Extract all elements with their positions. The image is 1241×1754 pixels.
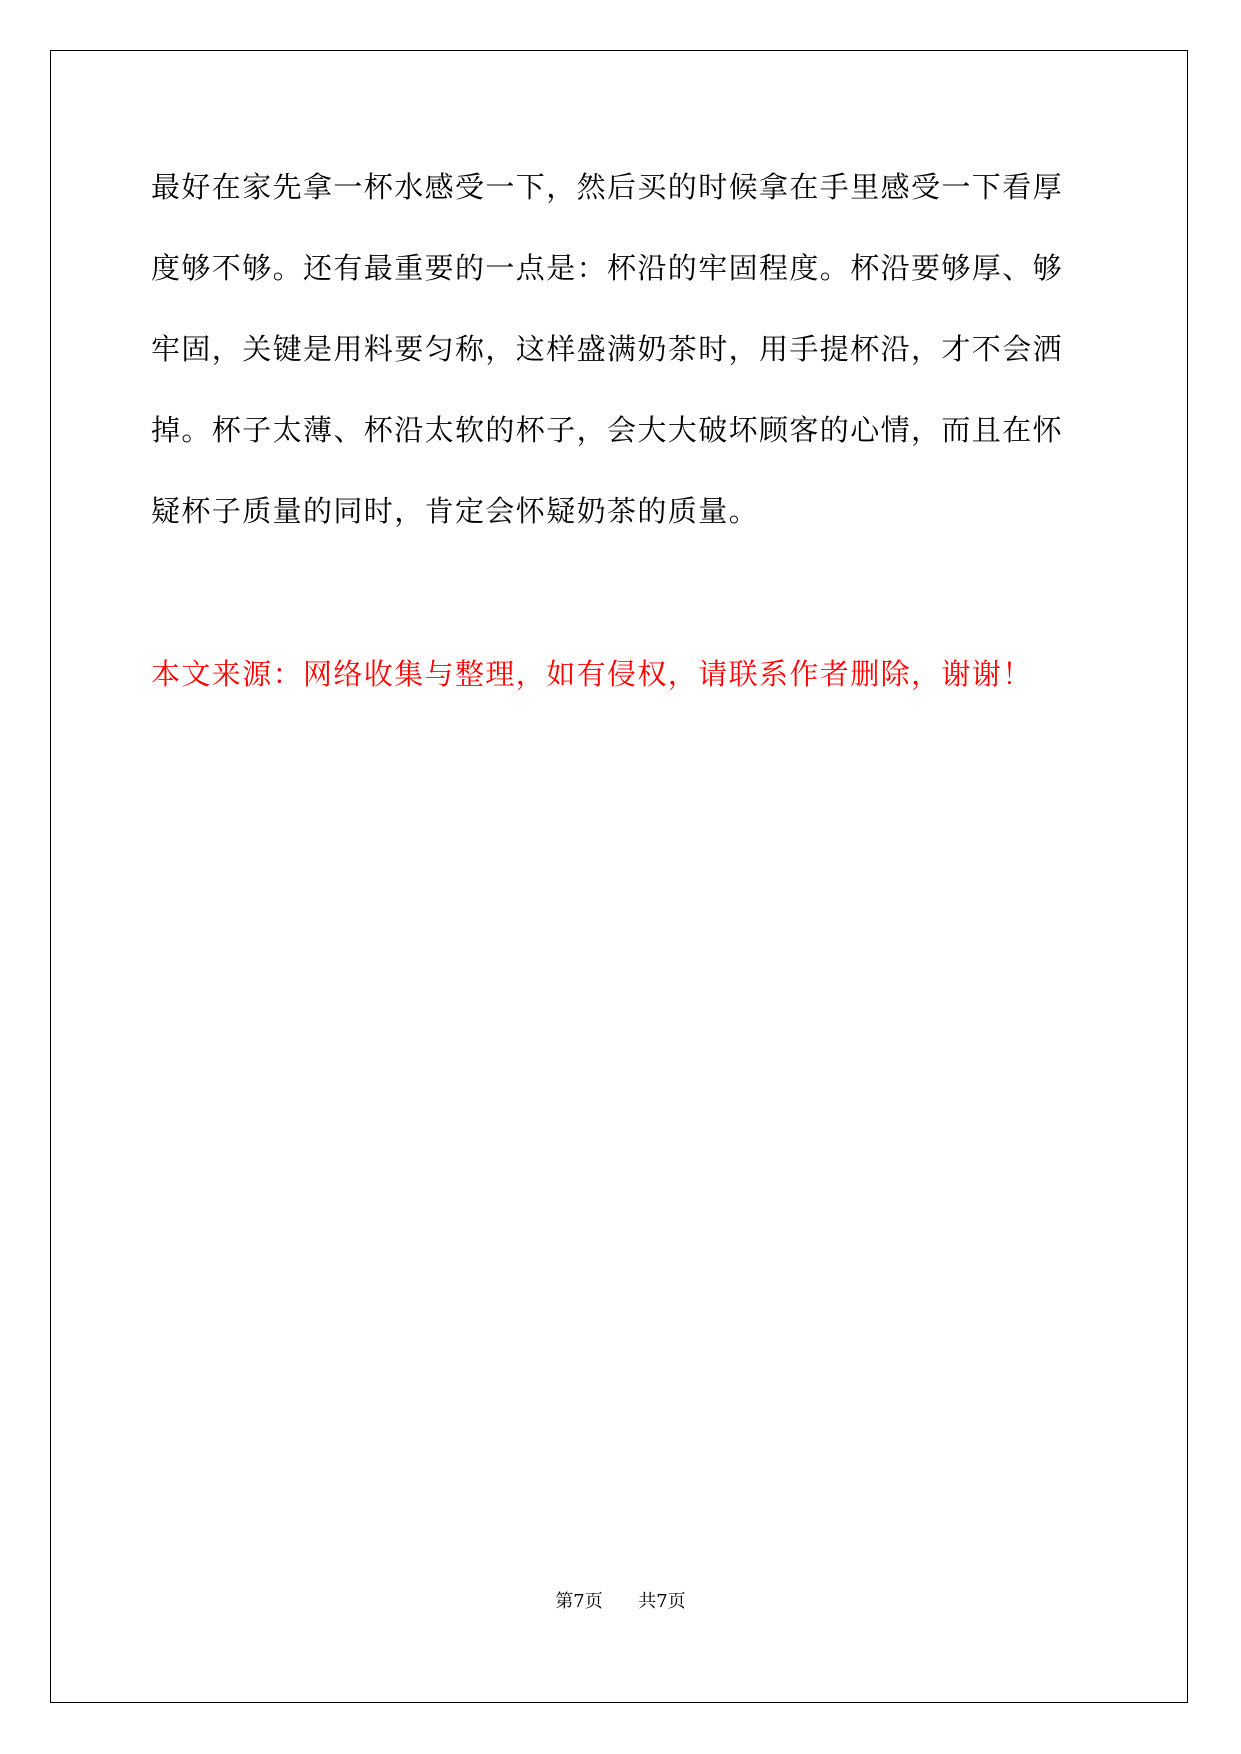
total-page-count: 共7页	[638, 1591, 686, 1612]
article-line: 掉。杯子太薄、杯沿太软的杯子，会大大破坏顾客的心情，而且在怀	[151, 413, 1064, 447]
source-note: 本文来源：网络收集与整理，如有侵权，请联系作者删除，谢谢！	[151, 657, 1033, 691]
current-page-number: 第7页	[555, 1591, 603, 1612]
page-footer	[0, 1588, 1241, 1616]
article-line: 度够不够。还有最重要的一点是：杯沿的牢固程度。杯沿要够厚、够	[151, 251, 1064, 285]
article-body	[151, 160, 1091, 565]
article-line: 最好在家先拿一杯水感受一下，然后买的时候拿在手里感受一下看厚	[151, 170, 1064, 204]
article-line: 牢固，关键是用料要匀称，这样盛满奶茶时，用手提杯沿，才不会洒	[151, 332, 1064, 366]
article-line: 疑杯子质量的同时，肯定会怀疑奶茶的质量。	[151, 494, 760, 528]
